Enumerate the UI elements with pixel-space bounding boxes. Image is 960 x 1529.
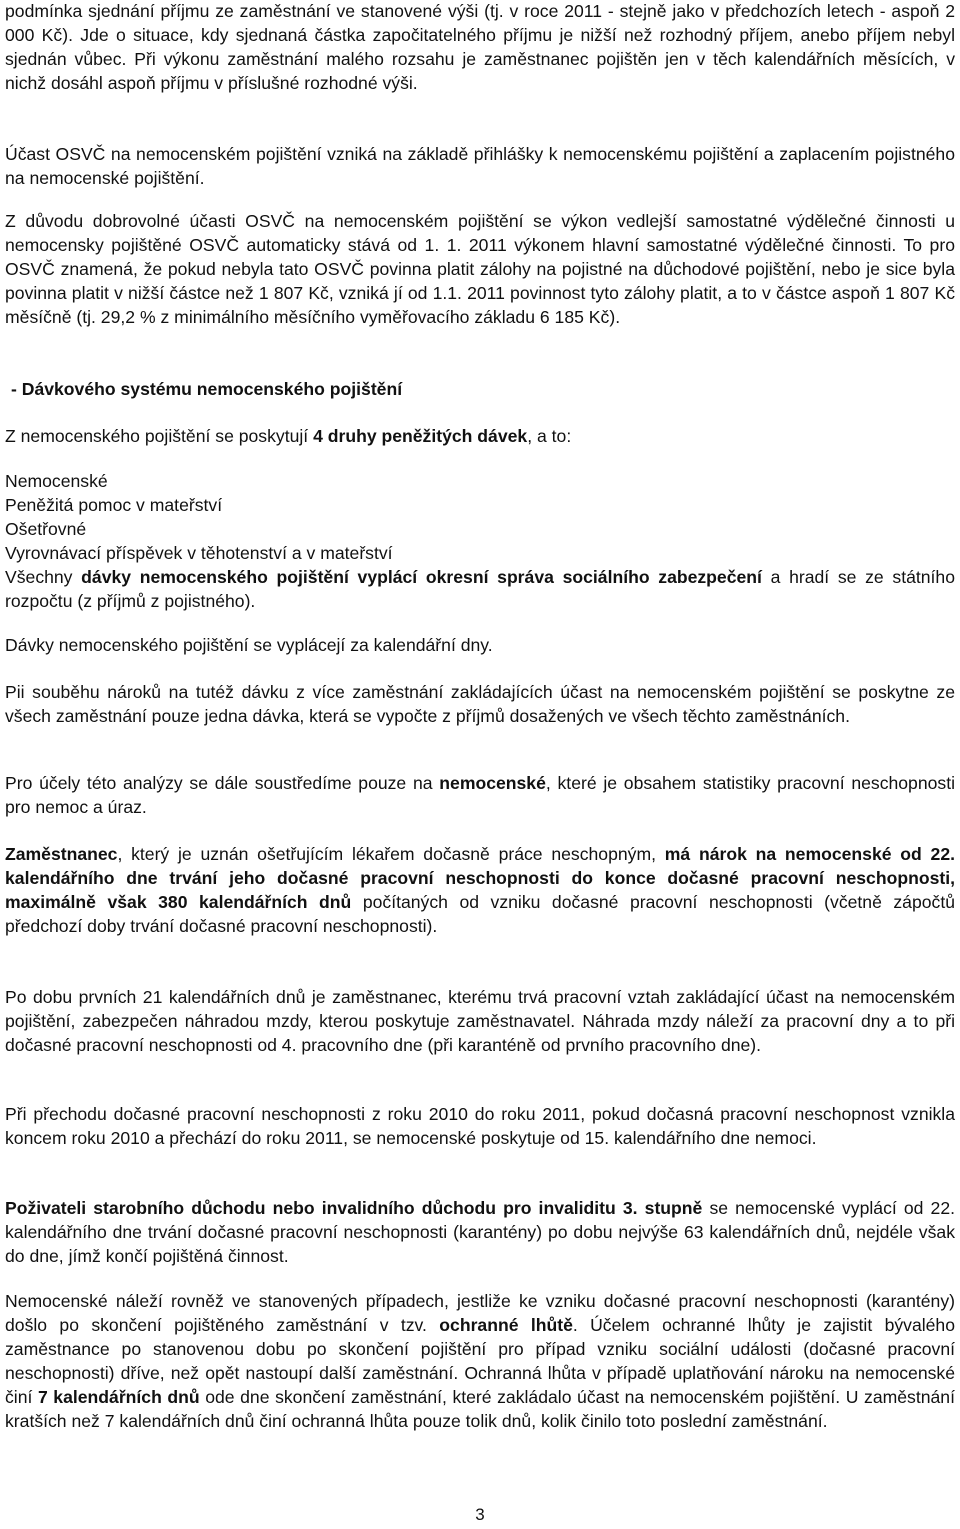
- paragraph-text: , který je uznán ošetřujícím lékařem dočasně práce neschopným,: [117, 844, 665, 864]
- emphasis-text: 4 druhy peněžitých dávek: [313, 426, 528, 446]
- paragraph-analysis-focus: [5, 772, 955, 820]
- paragraph-payment-office: [5, 566, 955, 614]
- emphasis-text: 7 kalendářních dnů: [37, 1386, 200, 1407]
- paragraph-text: se nemocenské vyplácí od 22. kalendářního dne trvání dočasné pracovní neschopnosti (karantény) po dobu nejvýše 63 kalendářních dnů, nejdéle však do dne, jímž končí pojištěná činnost.: [5, 1198, 955, 1266]
- page-number: 3: [475, 1505, 485, 1524]
- paragraph-text: a hradí se ze státního rozpočtu (z příjmů z pojistného).: [5, 567, 956, 611]
- paragraph-text: , a to:: [527, 426, 572, 446]
- list-item: Vyrovnávací příspěvek v těhotenství a v mateřství: [5, 542, 393, 563]
- paragraph-text: Z nemocenského pojištění se poskytují: [5, 426, 314, 446]
- paragraph-text: Dávky nemocenského pojištění se vyplácejí za kalendářní dny.: [5, 635, 493, 655]
- emphasis-text: Poživateli starobního důchodu nebo invalidního důchodu pro invaliditu 3. stupně: [5, 1198, 703, 1218]
- paragraph-text: Účast OSVČ na nemocenském pojištění vzniká na základě přihlášky k nemocenskému pojištění a zaplacením pojistného na nemocenské pojištění.: [5, 144, 955, 188]
- emphasis-text: dávky nemocenského pojištění vyplácí okresní správa sociálního zabezpečení: [81, 567, 762, 587]
- paragraph-text: podmínka sjednání příjmu ze zaměstnání ve stanovené výši (tj. v roce 2011 - stejně jako v předchozích letech - aspoň 2 000 Kč). Jde o situace, kdy sjednaná částka započitatelného příjmu je nižší než rozhodný příjem, anebo příjem nebyl sjednán vůbec. Při výkonu zaměstnání malého rozsahu je zaměstnanec pojištěn jen v těch kalendářních měsících, v nichž dosáhl aspoň příjmu v příslušné rozhodné výši.: [5, 1, 955, 93]
- emphasis-text: Zaměstnanec: [5, 844, 118, 864]
- paragraph-text: Nemocenské náleží rovněž ve stanovených případech, jestliže ke vzniku dočasné pracovní neschopnosti (karantény) došlo po skončení pojištěného zaměstnání v tzv.: [5, 1291, 955, 1335]
- paragraph-income-condition: [5, 0, 955, 96]
- paragraph-pensioners: [5, 1197, 955, 1269]
- paragraph-first-21-days: [5, 986, 955, 1058]
- paragraph-year-transition: [5, 1103, 955, 1151]
- emphasis-text: má nárok na nemocenské od 22. kalendářního dne trvání jeho dočasné pracovní neschopnosti do konce dočasné pracovní neschopnosti, maximálně však 380 kalendářních dnů: [5, 844, 956, 912]
- paragraph-text: , které je obsahem statistiky pracovní neschopnosti pro nemoc a úraz.: [5, 773, 956, 817]
- emphasis-text: nemocenské: [439, 773, 546, 793]
- paragraph-concurrent-claims: [5, 681, 955, 729]
- section-heading: [5, 377, 955, 401]
- benefit-list: [5, 470, 955, 566]
- paragraph-text: Pii souběhu nároků na tutéž dávku z více zaměstnání zakládajících účast na nemocenském pojištění se poskytne ze všech zaměstnání pouze jedna dávka, která se vypočte z příjmů dosažených ve všech těchto zaměstnáních.: [5, 682, 955, 726]
- list-item: Peněžitá pomoc v mateřství: [5, 494, 223, 515]
- paragraph-text: počítaných od vzniku dočasné pracovní neschopnosti (včetně zápočtů předchozí doby trvání dočasné pracovní neschopnosti).: [5, 891, 955, 936]
- paragraph-benefit-types: [5, 425, 955, 449]
- paragraph-employee-entitlement: [5, 843, 955, 939]
- paragraph-text: Všechny: [5, 567, 82, 587]
- paragraph-text: Při přechodu dočasné pracovní neschopnosti z roku 2010 do roku 2011, pokud dočasná pracovní neschopnost vznikla koncem roku 2010 a přechází do roku 2011, se nemocenské poskytuje od 15. kalendářního dne nemoci.: [5, 1104, 955, 1148]
- list-item: Ošetřovné: [5, 518, 87, 539]
- paragraph-calendar-days: [5, 634, 955, 658]
- paragraph-text: ode dne skončení zaměstnání, které zakládalo účast na nemocenském pojištění. U zaměstnání kratších než 7 kalendářních dnů činí ochranná lhůta pouze tolik dnů, kolik činilo toto poslední zaměstnání.: [5, 1386, 955, 1431]
- emphasis-text: ochranné lhůtě: [439, 1314, 573, 1335]
- paragraph-text: Po dobu prvních 21 kalendářních dnů je zaměstnanec, kterému trvá pracovní vztah zakládající účast na nemocenském pojištění, zabezpečen náhradou mzdy, kterou poskytuje zaměstnavatel. Náhrada mzdy náleží za pracovní dny a to při dočasné pracovní neschopnosti od 4. pracovního dne (při karanténě od prvního pracovního dne).: [5, 987, 955, 1055]
- list-item: Nemocenské: [5, 471, 108, 491]
- paragraph-text: Z důvodu dobrovolné účasti OSVČ na nemocenském pojištění se výkon vedlejší samostatné výdělečné činnosti u nemocensky pojištěné OSVČ automaticky stává od 1. 1. 2011 výkonem hlavní samostatné výdělečné činnosti. To pro OSVČ znamená, že pokud nebyla tato OSVČ povinna platit zálohy na pojistné na důchodové pojištění, nebo je sice byla povinna platit v nižší částce než 1 807 Kč, vzniká jí od 1.1. 2011 povinnost tyto zálohy platit, a to v částce aspoň 1 807 Kč měsíčně (tj. 29,2 % z minimálního měsíčního vyměřovacího základu 6 185 Kč).: [5, 211, 955, 327]
- paragraph-text: Pro účely této analýzy se dále soustředíme pouze na: [5, 773, 440, 793]
- section-heading-text: - Dávkového systému nemocenského pojištění: [11, 379, 403, 399]
- paragraph-voluntary-participation: [5, 210, 955, 330]
- paragraph-protection-period: [5, 1290, 955, 1433]
- paragraph-text: . Účelem ochranné lhůty je zajistit bývalého zaměstnance po stanovenou dobu po skončení pojištění pro případ vzniku sociální události (dočasné pracovní neschopnosti) dříve, než opět nastoupí další zaměstnání. Ochranná lhůta v případě uplatňování nároku na nemocenské činí: [5, 1314, 955, 1407]
- paragraph-osvc-participation: [5, 143, 955, 191]
